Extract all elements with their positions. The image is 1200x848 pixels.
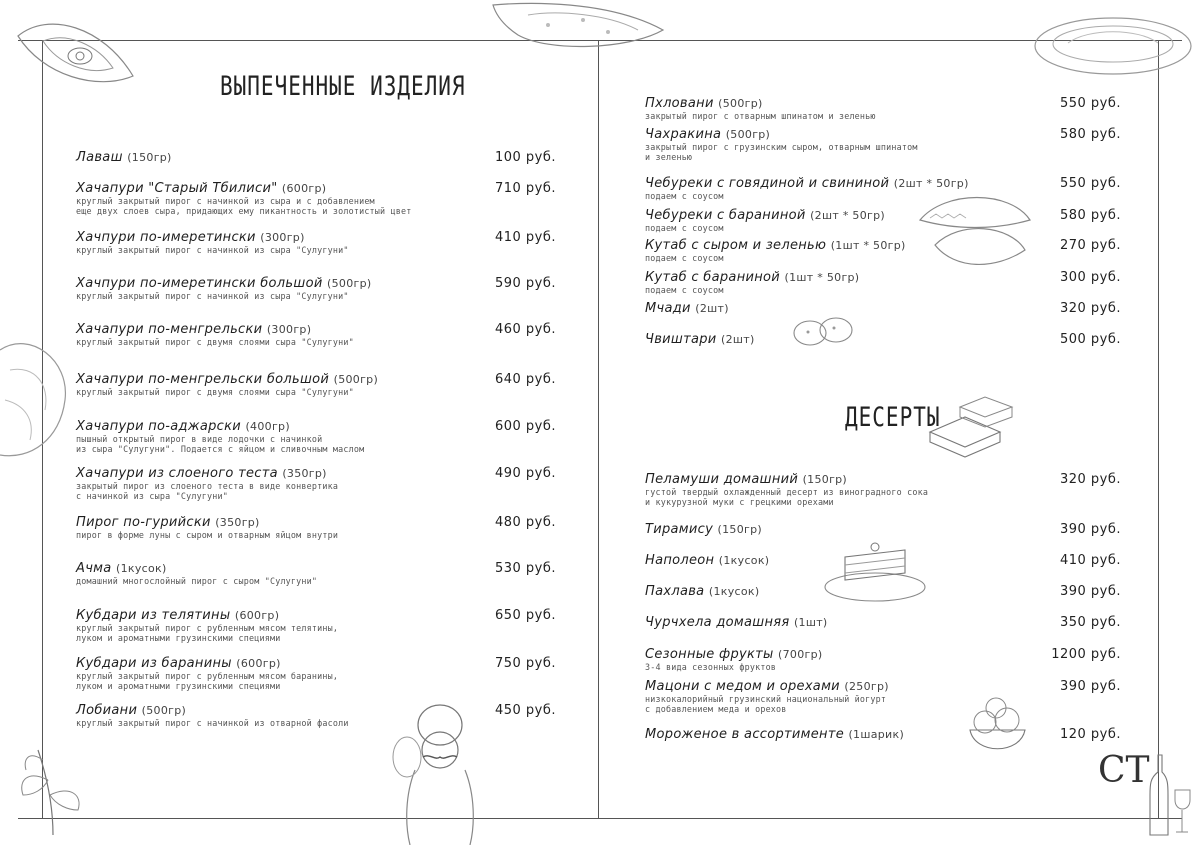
item-description: низкокалорийный грузинский национальный йогурт с добавлением меда и орехов	[645, 694, 887, 714]
item-name: Кубдари из телятины	[76, 608, 231, 623]
item-weight: (2шт)	[721, 333, 755, 346]
item-description: закрытый пирог с грузинским сыром, отварным шпинатом и зеленью	[645, 142, 918, 162]
item-weight: (500гр)	[141, 704, 187, 717]
item-name-line	[76, 372, 556, 387]
item-price: 580 руб.	[1059, 208, 1121, 223]
menu-item	[645, 584, 1121, 599]
khinkali-sketch-illustration	[0, 330, 80, 470]
item-weight: (150гр)	[717, 523, 762, 536]
item-name-line	[645, 472, 1121, 487]
item-description: подаем с соусом	[645, 223, 724, 233]
item-price: 270 руб.	[1059, 238, 1121, 253]
item-name-line	[645, 679, 1121, 694]
item-description: подаем с соусом	[645, 285, 724, 295]
item-price: 600 руб.	[494, 419, 556, 434]
item-price: 500 руб.	[1059, 332, 1121, 347]
item-name: Хачпури по-имеретински большой	[76, 276, 323, 291]
item-name-line	[76, 230, 556, 245]
menu-item	[645, 727, 1121, 742]
item-description: круглый закрытый пирог с рубленным мясом телятины, луком и ароматными грузинскими специями	[76, 623, 339, 643]
item-price: 390 руб.	[1059, 584, 1121, 599]
khachapuri-sketch-illustration	[8, 6, 138, 96]
item-weight: (500гр)	[718, 97, 763, 110]
item-weight: (250гр)	[844, 680, 889, 693]
menu-item	[76, 276, 556, 301]
menu-item	[645, 208, 1121, 233]
menu-item	[76, 419, 556, 454]
item-name-line	[76, 703, 556, 718]
menu-item	[76, 322, 556, 347]
chebureki-sketch-illustration	[915, 190, 1035, 280]
menu-item	[76, 150, 556, 165]
item-name: Пахлава	[645, 584, 705, 599]
item-name: Чахракина	[645, 127, 722, 142]
item-name-line	[76, 419, 556, 434]
item-name: Пирог по-гурийски	[76, 515, 211, 530]
menu-item	[76, 561, 556, 586]
item-name: Кутаб с бараниной	[645, 270, 781, 285]
menu-item	[76, 230, 556, 255]
menu-item	[645, 522, 1121, 537]
item-name: Пеламуши домашний	[645, 472, 799, 487]
item-weight: (700гр)	[778, 648, 823, 661]
item-weight: (2шт * 50гр)	[810, 209, 885, 222]
item-price: 390 руб.	[1059, 679, 1121, 694]
item-weight: (500гр)	[725, 128, 771, 141]
item-price: 320 руб.	[1059, 301, 1121, 316]
item-description: закрытый пирог из слоеного теста в виде конвертика с начинкой из сыра "Сулугуни"	[76, 481, 339, 501]
item-price: 750 руб.	[494, 656, 556, 671]
item-price: 640 руб.	[494, 372, 556, 387]
item-name: Хачапури по-менгрельски большой	[76, 372, 330, 387]
menu-item	[76, 372, 556, 397]
desserts-title: ДЕСЕРТЫ	[845, 402, 941, 432]
item-name: Хачапури по-менгрельски	[76, 322, 263, 337]
item-price: 710 руб.	[494, 181, 556, 196]
item-price: 410 руб.	[494, 230, 556, 245]
item-weight: (600гр)	[236, 657, 281, 670]
item-weight: (1кусок)	[116, 562, 167, 575]
menu-item	[645, 332, 1121, 347]
right-rule	[1158, 40, 1159, 818]
item-name: Чвиштари	[645, 332, 717, 347]
item-price: 480 руб.	[494, 515, 556, 530]
menu-item	[645, 238, 1121, 263]
item-name: Чебуреки с говядиной и свининой	[645, 176, 890, 191]
item-weight: (350гр)	[282, 467, 327, 480]
item-description: густой твердый охлажденный десерт из виноградного сока и кукурузной муки с грецкими орехами	[645, 487, 929, 507]
item-name-line	[645, 208, 1121, 223]
menu-item	[76, 608, 556, 643]
menu-item	[76, 466, 556, 501]
item-name-line	[76, 150, 556, 165]
item-name: Хачапури из слоеного теста	[76, 466, 278, 481]
item-description: пирог в форме луны с сыром и отварным яйцом внутри	[76, 530, 339, 540]
item-name-line	[76, 181, 556, 196]
item-weight: (1шт * 50гр)	[784, 271, 860, 284]
item-name: Кубдари из баранины	[76, 656, 232, 671]
item-weight: (150гр)	[802, 473, 848, 486]
item-description: домашний многослойный пирог с сыром "Сулугуни"	[76, 576, 318, 586]
item-name-line	[645, 727, 1121, 742]
item-price: 100 руб.	[494, 150, 556, 165]
item-name: Тирамису	[645, 522, 714, 537]
item-description: круглый закрытый пирог с начинкой из сыра "Сулугуни"	[76, 291, 349, 301]
item-weight: (600гр)	[281, 182, 327, 195]
item-price: 650 руб.	[494, 608, 556, 623]
item-price: 450 руб.	[494, 703, 556, 718]
item-price: 590 руб.	[494, 276, 556, 291]
item-name: Кутаб с сыром и зеленью	[645, 238, 827, 253]
menu-item	[645, 127, 1121, 162]
item-price: 390 руб.	[1059, 522, 1121, 537]
logo-mark: CT	[1098, 750, 1150, 791]
item-weight: (350гр)	[215, 516, 260, 529]
item-name-line	[76, 608, 556, 623]
menu-item	[645, 553, 1121, 568]
item-price: 120 руб.	[1059, 727, 1121, 742]
menu-item	[76, 656, 556, 691]
item-price: 1200 руб.	[1051, 647, 1121, 662]
center-rule	[598, 40, 599, 818]
item-name: Лобиани	[76, 703, 138, 718]
item-weight: (300гр)	[266, 323, 312, 336]
menu-item	[76, 181, 556, 216]
item-name-line	[76, 322, 556, 337]
item-name-line	[645, 522, 1121, 537]
item-name: Хачпури по-имеретински	[76, 230, 256, 245]
item-description: круглый закрытый пирог с начинкой из отварной фасоли	[76, 718, 349, 728]
menu-item	[645, 615, 1121, 630]
item-weight: (1шт)	[793, 616, 828, 629]
item-name-line	[645, 615, 1121, 630]
item-description: закрытый пирог с отварным шпинатом и зеленью	[645, 111, 876, 121]
flatbread-sketch-illustration	[488, 0, 668, 55]
item-description: пышный открытый пирог в виде лодочки с начинкой из сыра "Сулугуни". Подается с яйцом и сливочным маслом	[76, 434, 365, 454]
item-name: Мчади	[645, 301, 691, 316]
item-description: круглый закрытый пирог с начинкой из сыра "Сулугуни"	[76, 245, 349, 255]
herb-sketch-illustration	[8, 740, 98, 840]
item-name-line	[645, 176, 1121, 191]
item-name: Хачапури по-аджарски	[76, 419, 242, 434]
menu-item	[645, 270, 1121, 295]
item-price: 410 руб.	[1059, 553, 1121, 568]
item-weight: (400гр)	[245, 420, 290, 433]
item-description: круглый закрытый пирог с начинкой из сыра и с добавлением еще двух слоев сыра, придающих ему пикантность и золотистый цвет	[76, 196, 412, 216]
item-name: Мацони с медом и орехами	[645, 679, 840, 694]
item-weight: (1кусок)	[708, 585, 760, 598]
item-name-line	[76, 656, 556, 671]
item-name: Мороженое в ассортименте	[645, 727, 845, 742]
menu-item	[645, 679, 1121, 714]
pie-sketch-illustration	[1028, 8, 1198, 88]
item-name: Пхловани	[645, 96, 714, 111]
item-weight: (500гр)	[327, 277, 372, 290]
item-price: 320 руб.	[1059, 472, 1121, 487]
item-name-line	[76, 515, 556, 530]
item-description: круглый закрытый пирог с двумя слоями сыра "Сулугуни"	[76, 337, 354, 347]
item-description: подаем с соусом	[645, 253, 724, 263]
item-description: 3-4 вида сезонных фруктов	[645, 662, 777, 672]
item-name-line	[645, 301, 1121, 316]
menu-item	[76, 515, 556, 540]
menu-item	[645, 301, 1121, 316]
item-name-line	[645, 127, 1121, 142]
item-name-line	[645, 238, 1121, 253]
item-description: круглый закрытый пирог с двумя слоями сыра "Сулугуни"	[76, 387, 354, 397]
item-name-line	[645, 270, 1121, 285]
item-price: 460 руб.	[494, 322, 556, 337]
menu-item	[645, 647, 1121, 672]
item-name-line	[645, 553, 1121, 568]
menu-item	[645, 96, 1121, 121]
item-price: 550 руб.	[1059, 176, 1121, 191]
item-name-line	[76, 466, 556, 481]
item-name: Чебуреки с бараниной	[645, 208, 806, 223]
item-description: круглый закрытый пирог с рубленным мясом баранины, луком и ароматными грузинскими специями	[76, 671, 339, 691]
item-name: Ачма	[76, 561, 112, 576]
item-name-line	[645, 647, 1121, 662]
menu-item	[645, 472, 1121, 507]
menu-item	[76, 703, 556, 728]
item-weight: (1шарик)	[848, 728, 905, 741]
item-weight: (300гр)	[260, 231, 305, 244]
item-name: Лаваш	[76, 150, 123, 165]
item-weight: (1шт * 50гр)	[830, 239, 906, 252]
item-description: подаем с соусом	[645, 191, 724, 201]
item-name-line	[645, 96, 1121, 111]
item-name-line	[76, 276, 556, 291]
item-price: 580 руб.	[1059, 127, 1121, 142]
bottom-rule	[18, 818, 1182, 819]
item-weight: (2шт)	[695, 302, 729, 315]
item-name-line	[645, 584, 1121, 599]
item-price: 550 руб.	[1059, 96, 1121, 111]
item-weight: (1кусок)	[718, 554, 770, 567]
menu-item	[645, 176, 1121, 201]
item-weight: (150гр)	[127, 151, 172, 164]
item-name-line	[645, 332, 1121, 347]
item-name: Чурчхела домашняя	[645, 615, 790, 630]
item-name: Сезонные фрукты	[645, 647, 774, 662]
item-price: 530 руб.	[494, 561, 556, 576]
baked-goods-title: ВЫПЕЧЕННЫЕ ИЗДЕЛИЯ	[220, 71, 466, 101]
item-price: 490 руб.	[494, 466, 556, 481]
item-price: 350 руб.	[1059, 615, 1121, 630]
item-name: Хачапури "Старый Тбилиси"	[76, 181, 278, 196]
item-weight: (2шт * 50гр)	[893, 177, 969, 190]
item-weight: (500гр)	[333, 373, 379, 386]
item-name-line	[76, 561, 556, 576]
item-name: Наполеон	[645, 553, 715, 568]
item-price: 300 руб.	[1059, 270, 1121, 285]
item-weight: (600гр)	[234, 609, 280, 622]
